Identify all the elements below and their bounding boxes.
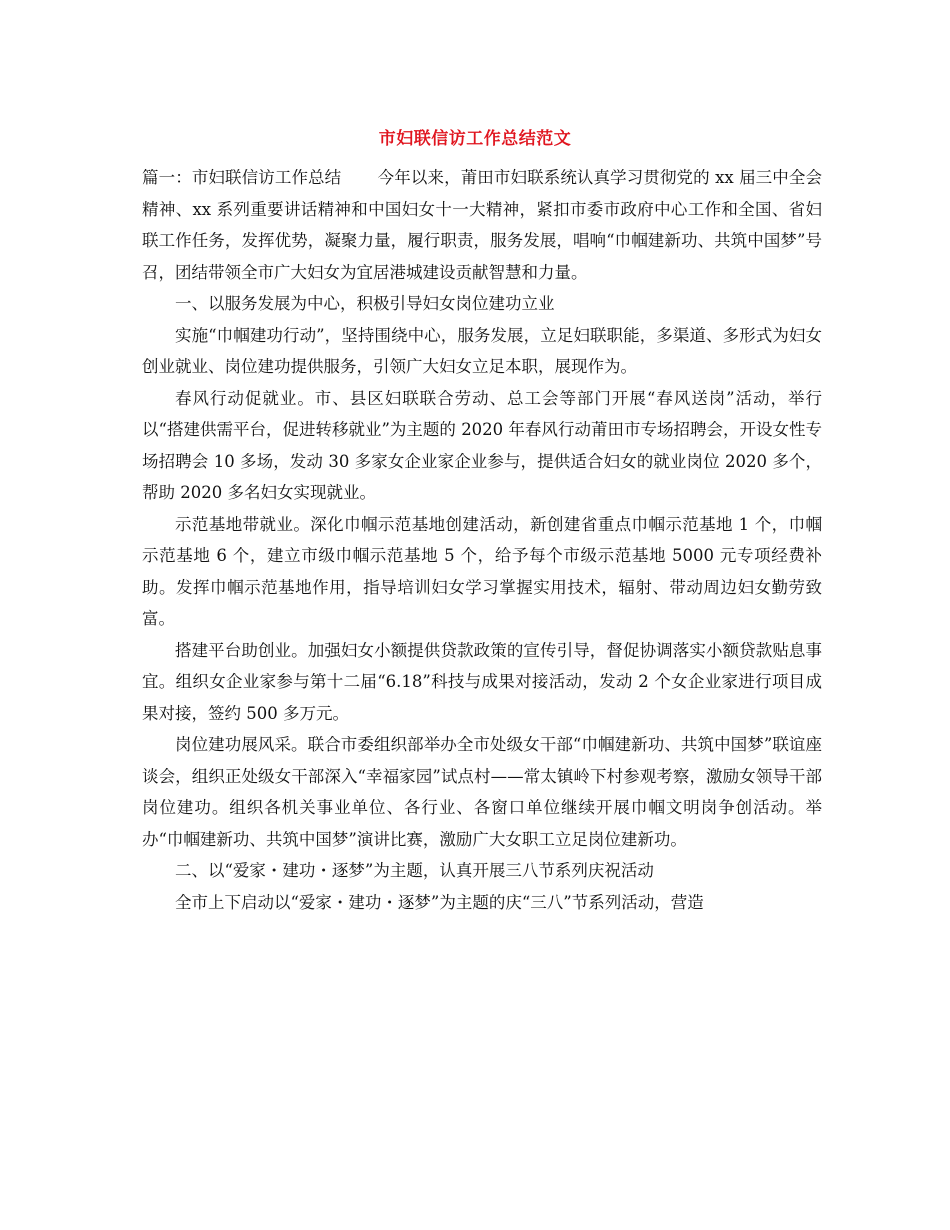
body-paragraph: 搭建平台助创业。加强妇女小额提供贷款政策的宣传引导，督促协调落实小额贷款贴息事宜。组织女企业家参与第十二届“6.18”科技与成果对接活动，发动 2 个女企业家进行项目成果对接，签约 500 多万元。 xyxy=(142,640,822,723)
intro-paragraph xyxy=(142,162,822,288)
section-heading-1: 一、以服务发展为中心，积极引导妇女岗位建功立业 xyxy=(175,294,555,313)
intro-label: 篇一：市妇联信访工作总结 xyxy=(142,168,342,187)
body-paragraph: 岗位建功展风采。联合市委组织部举办全市处级女干部“巾帼建新功、共筑中国梦”联谊座谈会，组织正处级女干部深入“幸福家园”试点村——常太镇岭下村参观考察，激励女领导干部岗位建功。组织各机关事业单位、各行业、各窗口单位继续开展巾帼文明岗争创活动。举办“巾帼建新功、共筑中国梦”演讲比赛，激励广大女职工立足岗位建新功。 xyxy=(142,735,822,849)
intro-text: 今年以来，莆田市妇联系统认真学习贯彻党的 xx 届三中全会精神、xx 系列重要讲话精神和中国妇女十一大精神，紧扣市委市政府中心工作和全国、省妇联工作任务，发挥优势，凝聚力量，履行职责，服务发展，唱响“巾帼建新功、共筑中国梦”号召，团结带领全市广大妇女为宜居港城建设贡献智慧和力量。 xyxy=(142,168,822,282)
document-title: 市妇联信访工作总结范文 xyxy=(378,129,572,149)
body-paragraph: 全市上下启动以“爱家・建功・逐梦”为主题的庆“三八”节系列活动，营造 xyxy=(175,892,704,912)
body-paragraph: 示范基地带就业。深化巾帼示范基地创建活动，新创建省重点巾帼示范基地 1 个，巾帼示范基地 6 个，建立市级巾帼示范基地 5 个，给予每个市级示范基地 5000 元专项经费补助。发挥巾帼示范基地作用，指导培训妇女学习掌握实用技术，辐射、带动周边妇女勤劳致富。 xyxy=(142,514,822,628)
body-paragraph: 实施“巾帼建功行动”，坚持围绕中心，服务发展，立足妇联职能，多渠道、多形式为妇女创业就业、岗位建功提供服务，引领广大妇女立足本职，展现作为。 xyxy=(142,325,822,376)
body-paragraph: 春风行动促就业。市、县区妇联联合劳动、总工会等部门开展“春风送岗”活动，举行以“搭建供需平台，促进转移就业”为主题的 2020 年春风行动莆田市专场招聘会，开设女性专场招聘会 10 多场，发动 30 多家女企业家企业参与，提供适合妇女的就业岗位 2020 多个，帮助 2020 多名妇女实现就业。 xyxy=(142,388,822,502)
document-body xyxy=(142,162,822,918)
section-heading-2: 二、以“爱家・建功・逐梦”为主题，认真开展三八节系列庆祝活动 xyxy=(175,861,654,880)
